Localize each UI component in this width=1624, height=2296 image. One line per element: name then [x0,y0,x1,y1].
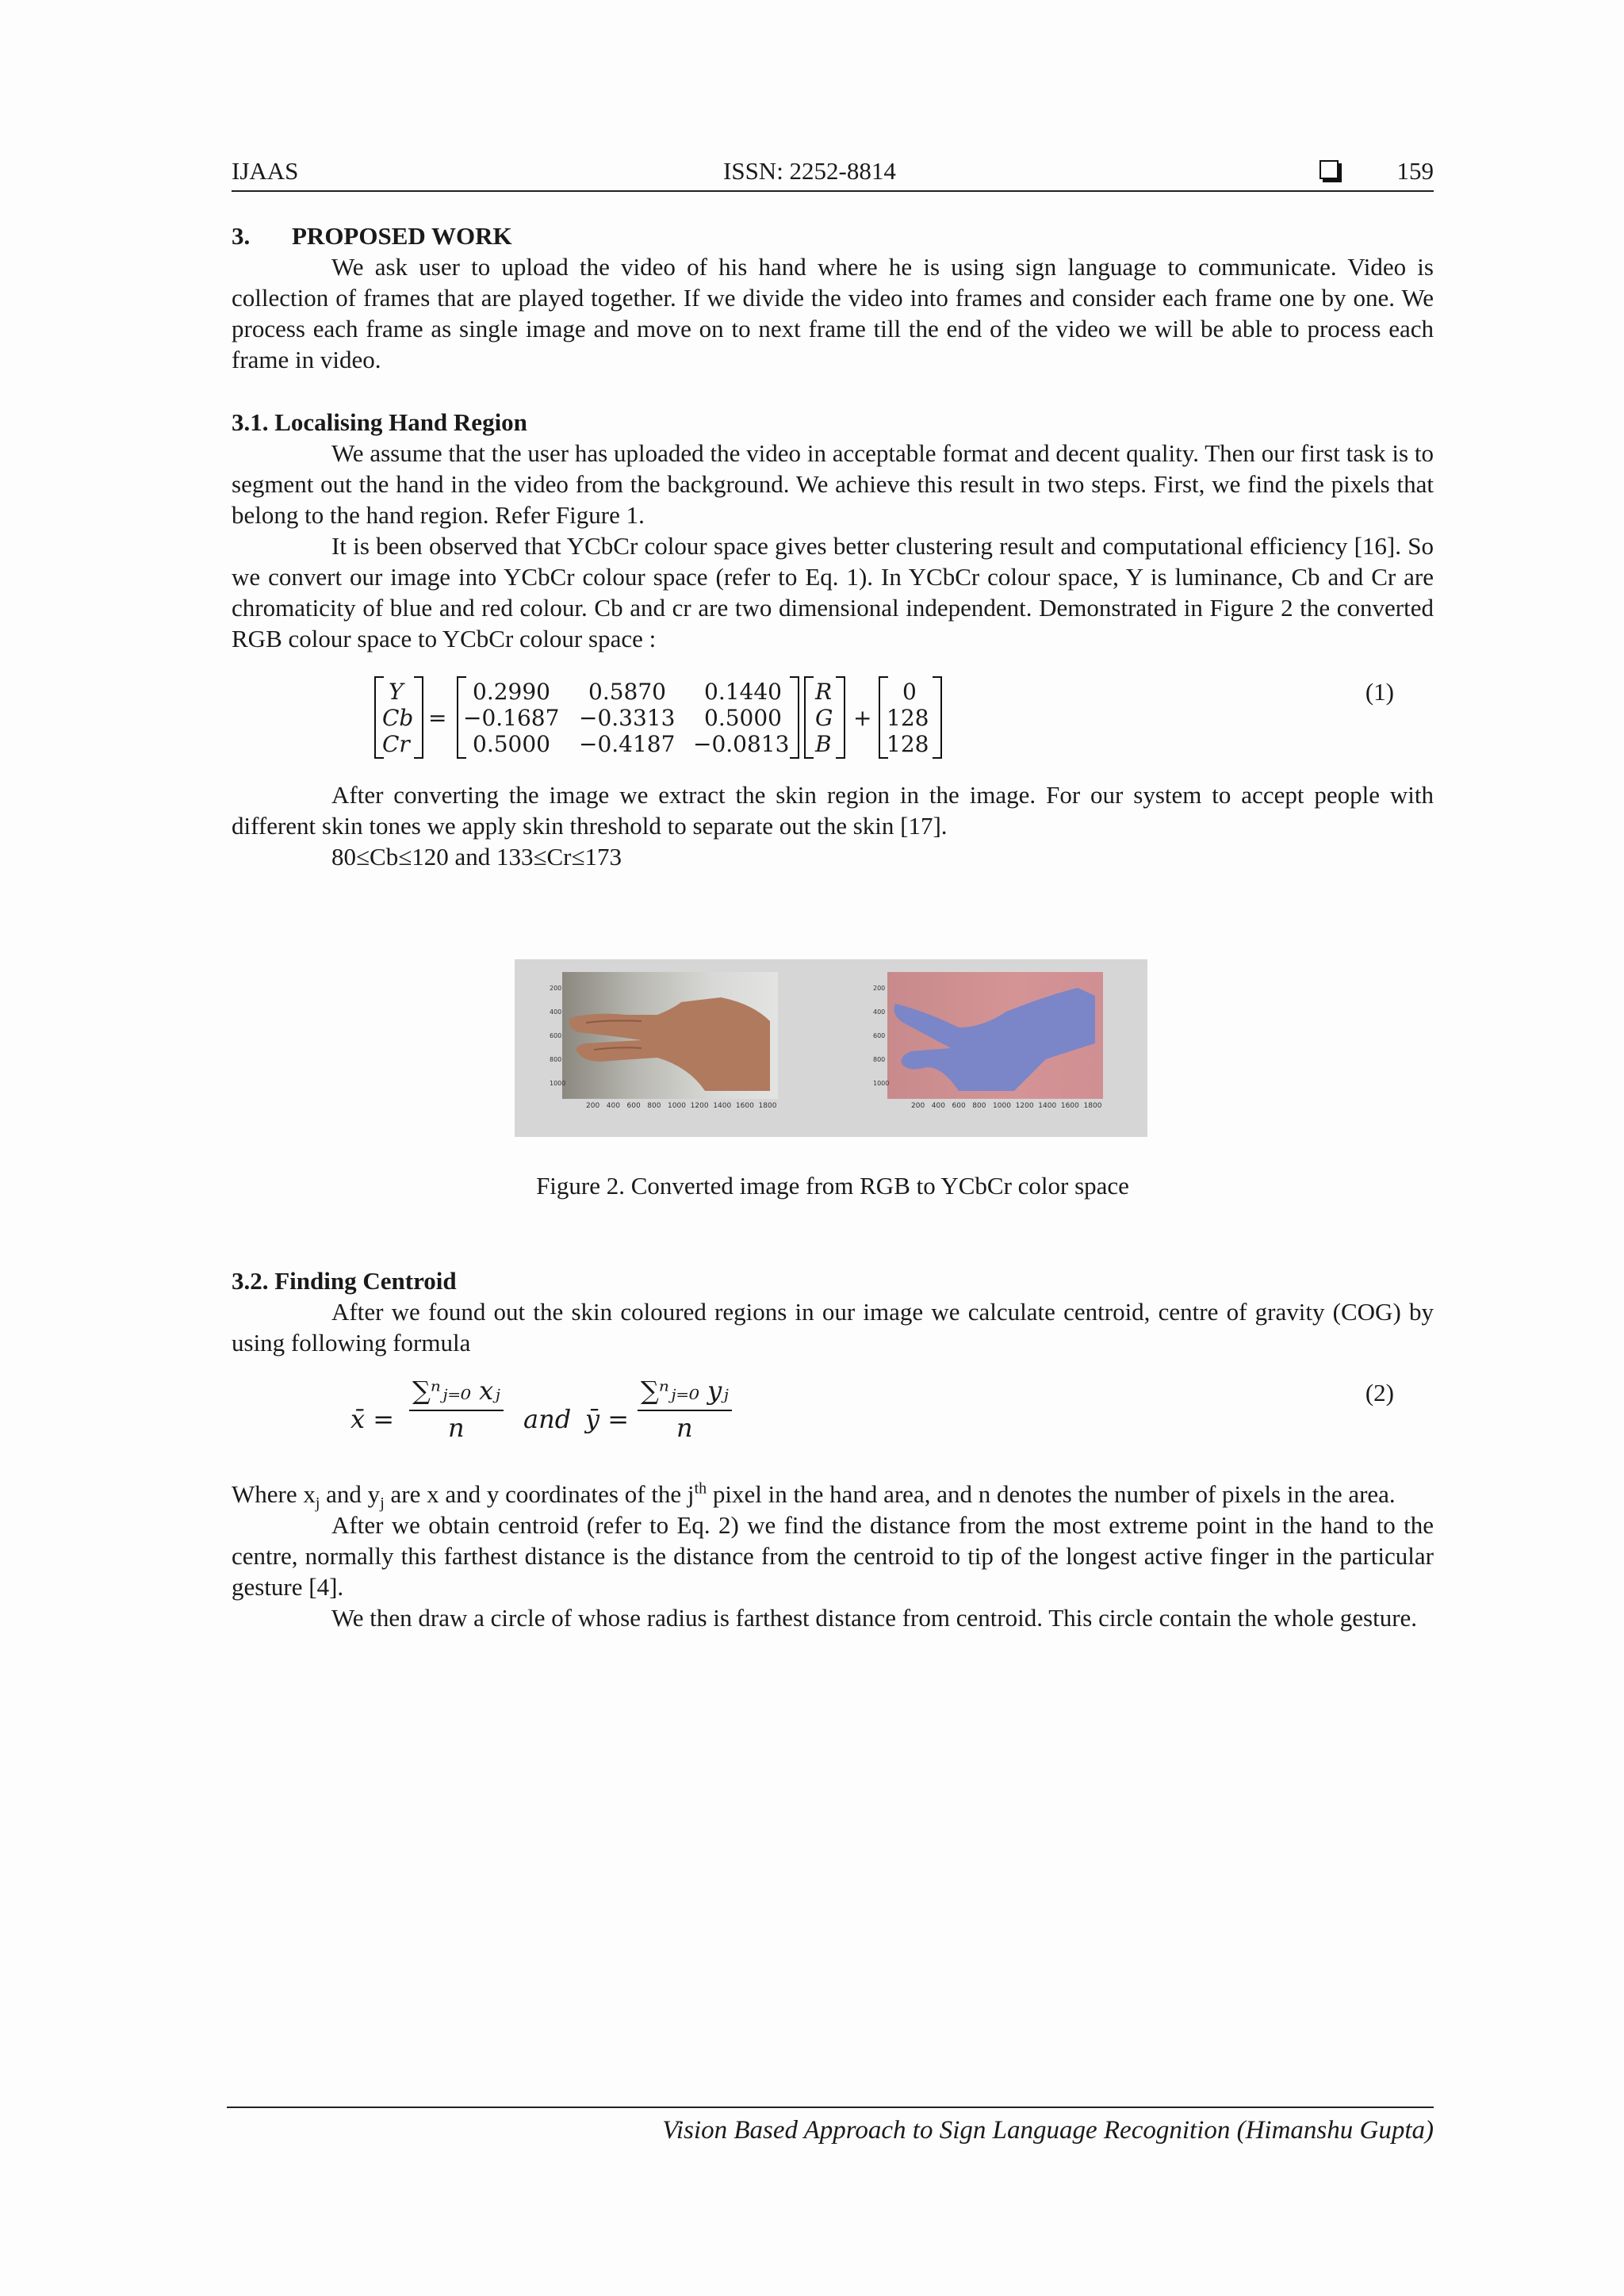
offset-cell: 0 [902,679,917,705]
matrix-cell: −0.4187 [579,731,676,757]
centroid-paragraph-1: After we found out the skin coloured regions in our image we calculate centroid, centre of gravity (COG) by using following formula [232,1298,1434,1357]
proposed-work-paragraph: We ask user to upload the video of his hand where he is using sign language to communicate. Video is collection of frames that are played together. If we divide the video into frames and consider each frame one by one. We process each frame as single image and move on to next frame till the end of the video we will be able to process each frame in video. [232,253,1434,373]
eq1-equals: = [428,705,447,731]
journal-name: IJAAS [232,157,299,185]
matrix-cell: 0.5000 [473,731,550,757]
localising-paragraph-2: It is been observed that YCbCr colour space gives better clustering result and computational efficiency [16]. So we convert our image into YCbCr colour space (refer to Eq. 1). In YCbCr colour space, Y is luminance, Cb and Cr are chromaticity of blue and red colour. Cb and cr are two dimensional independent. Demonstrated in Figure 2 the converted RGB colour space to YCbCr colour space : [232,532,1434,652]
equation-2 [232,1376,1434,1479]
issn-number: ISSN: 2252-8814 [723,157,896,185]
centroid-content [232,1265,1434,1633]
ycbcr-hand-image [887,972,1103,1099]
skin-threshold: 80≤Cb≤120 and 133≤Cr≤173 [331,843,622,871]
where-paragraph: Where $x_j$ and $y_j$ are x and y coordinates of the $j^{th}$ pixel in the hand area, and n denotes the number of pixels in the area. [232,1479,1396,1513]
right-y-ticks: 200 400 600 800 1000 [873,985,890,1087]
eq2-ybar: ȳ = [585,1404,630,1434]
matrix-cell: 0.2990 [473,679,550,705]
eq1-y: Y [389,679,404,705]
eq1-plus: + [853,705,872,731]
subsection-heading-localising: 3.1. Localising Hand Region [232,408,527,436]
page-footer [227,2107,1434,2145]
eq2-y-fraction: $\frac{\text{∑ⁿⱼ₌₀ yⱼ}}{n}$ [638,1376,732,1444]
footer-title: Vision Based Approach to Sign Language Recognition (Himanshu Gupta) [662,2116,1434,2145]
centroid-paragraph-3: After we obtain centroid (refer to Eq. 2) we find the distance from the most extreme point in the hand to the centre, normally this farthest distance is the distance from the centroid to tip of the longest active finger in the particular gesture [4]. [232,1511,1434,1601]
matrix-cell: −0.1687 [463,705,560,731]
eq2-x-fraction: $\frac{\text{∑ⁿⱼ₌₀ xⱼ}}{n}$ [409,1376,504,1444]
matrix-cell: 0.5870 [588,679,666,705]
figure-2-image [515,959,1147,1137]
localising-paragraph-3: After converting the image we extract the skin region in the image. For our system to accept people with different skin tones we apply skin threshold to separate out the skin [17]. [232,781,1434,840]
page-number: 159 [1396,157,1434,185]
eq1-cr: Cr [382,731,410,757]
left-y-ticks: 200 400 600 800 1000 [550,985,566,1087]
main-content [232,220,1434,872]
eq1-r: R [815,679,833,705]
offset-cell: 128 [887,731,929,757]
centroid-paragraph-4: We then draw a circle of whose radius is farthest distance from centroid. This circle contain the whole gesture. [331,1604,1418,1632]
eq2-xbar: x̄ = [350,1404,395,1434]
rgb-hand-image [562,972,778,1099]
right-x-ticks: 200 400 600 800 1000 1200 1400 1600 1800 [911,1102,1102,1110]
section-heading-proposed-work: 3. PROPOSED WORK [232,222,512,250]
eq2-and: and [523,1404,572,1434]
left-x-ticks: 200 400 600 800 1000 1200 1400 1600 1800 [586,1102,777,1110]
eq1-b: B [815,731,832,757]
matrix-cell: −0.0813 [693,731,790,757]
equation-2-number: (2) [1365,1379,1394,1406]
subsection-heading-centroid: 3.2. Finding Centroid [232,1267,457,1295]
equation-1 [232,676,1434,763]
page-header [232,154,1434,192]
equation-1-number: (1) [1365,678,1394,706]
figure-2-caption: Figure 2. Converted image from RGB to YCbCr color space [536,1172,1129,1200]
square-bullet-icon [1320,160,1339,179]
matrix-cell: 0.1440 [704,679,782,705]
eq1-g: G [815,705,833,731]
localising-paragraph-1: We assume that the user has uploaded the video in acceptable format and decent quality. Then our first task is to segment out the hand in the video from the background. We achieve this result in two steps. First, we find the pixels that belong to the hand region. Refer Figure 1. [232,439,1434,529]
matrix-cell: 0.5000 [704,705,782,731]
eq1-cb: Cb [382,705,414,731]
matrix-cell: −0.3313 [579,705,676,731]
offset-cell: 128 [887,705,929,731]
